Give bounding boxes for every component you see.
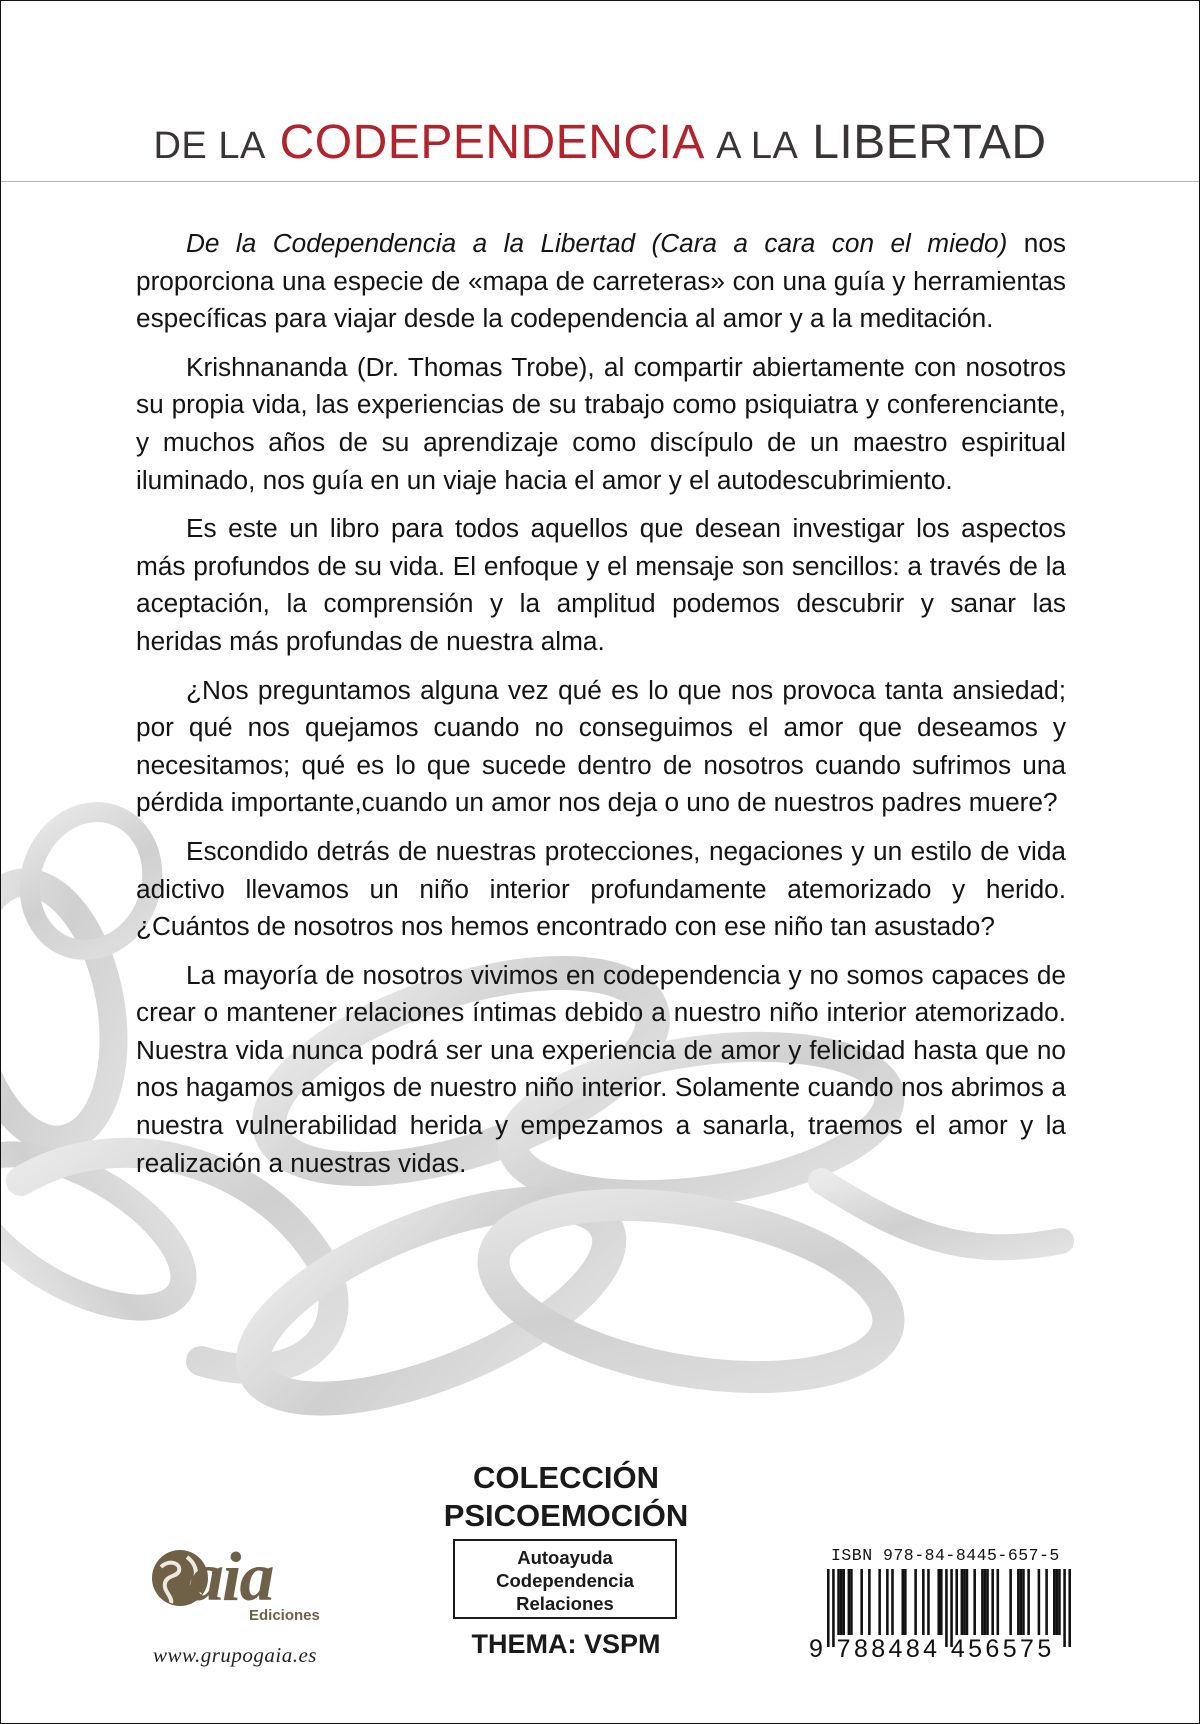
blurb-paragraph-3: Es este un libro para todos aquellos que desean investigar los aspectos más profundos de su vida. El enfoque y el mensaje son sencillos: a través de la aceptación, la comprensión y la amplitud podemos descubrir y sanar las heridas más profundas de nuestra alma. [136,513,1066,656]
blurb-paragraph-5: Escondido detrás de nuestras protecciones, negaciones y un estilo de vida adictivo llevamos un niño interior profundamente atemorizado y herido. ¿Cuántos de nosotros nos hemos encontrado con ese niño tan asustado? [136,835,1066,942]
header-divider [1,181,1199,182]
barcode-bar [981,1569,984,1635]
barcode-bar [1022,1569,1025,1635]
blurb-text [136,225,1066,1193]
title-part-libertad: LIBERTAD [812,116,1047,169]
barcode-bar [914,1569,917,1635]
collection-line-1: COLECCIÓN [473,1460,659,1495]
barcode-bar [940,1569,943,1635]
blurb-paragraph-2: Krishnananda (Dr. Thomas Trobe), al compartir abiertamente con nosotros su propia vida, las experiencias de su trabajo como psiquiatra y conferenciante, y muchos años de su aprendizaje como discípulo de un maestro espiritual iluminado, nos guía en un viaje hacia el amor y el autodescubrimiento. [136,351,1066,495]
subject-item: Relaciones [516,1593,614,1614]
publisher-logo-subtitle: Ediciones [249,1607,320,1624]
blurb-paragraph-6: La mayoría de nosotros vivimos en codependencia y no somos capaces de crear o mantener relaciones íntimas debido a nuestro niño interior atemorizado. Nuestra vida nunca podrá ser una experiencia de amor y felicidad hasta que no nos hagamos amigos de nuestro niño interior. Solamente cuando nos abrimos a nuestra vulnerabilidad herida y empezamos a sanarla, traemos el amor y la realización a nuestras vidas. [136,959,1066,1178]
barcode-bar [986,1569,989,1635]
barcode-bar [1027,1569,1030,1635]
barcode-bar [961,1569,964,1635]
barcode-bar [1053,1569,1056,1635]
barcode-bar [878,1569,881,1635]
barcode-bar [848,1569,851,1635]
cover-title [1,116,1199,169]
barcode-bar [966,1569,969,1635]
blurb-book-title: De la Codependencia a la Libertad (Cara a cara con el miedo) [186,228,1008,258]
barcode-bar [1038,1569,1041,1635]
barcode-bar [955,1569,958,1635]
barcode-bar [1017,1569,1020,1635]
barcode-bar [837,1569,840,1635]
title-part-a-la: A LA [716,125,799,167]
barcode-bar [1009,1569,1012,1635]
title-part-codependencia: CODEPENDENCIA [279,116,703,169]
blurb-paragraph-1 [136,225,1066,338]
barcode-bar [891,1569,894,1635]
title-part-de-la: DE LA [153,125,266,167]
barcode-bar [1045,1569,1048,1635]
barcode-bar [1056,1569,1059,1635]
collection-name [401,1459,731,1535]
barcode-bar [860,1569,863,1635]
barcode-bar [991,1569,994,1635]
barcode-bar [1020,1569,1023,1635]
barcode-bar [1058,1569,1061,1635]
blurb-paragraph-4: ¿Nos preguntamos alguna vez qué es lo que nos provoca tanta ansiedad; por qué nos quejamos cuando no conseguimos el amor que deseamos y necesitamos; qué es lo que sucede dentro de nosotros cuando sufrimos una pérdida importante,cuando un amor nos deja o uno de nuestros padres muere? [136,674,1066,818]
barcode-bar [840,1569,843,1635]
collection-line-2: PSICOEMOCIÓN [443,1498,689,1533]
barcode-bar [886,1569,889,1635]
thema-code: THEMA: VSPM [471,1629,661,1659]
isbn-label: ISBN 978-84-8445-657-5 [831,1546,1060,1565]
barcode-digits: 9 788484 456575 [809,1635,1055,1663]
publisher-website: www.grupogaia.es [153,1643,317,1667]
barcode-bar [842,1569,845,1635]
barcode-bar [927,1569,930,1635]
blurb-paragraph-1-text: nos proporciona una especie de «mapa de carreteras» con una guía y herramientas específicas para viajar desde la codependencia al amor y a la meditación. [136,228,1066,334]
barcode-bar [937,1569,940,1635]
barcode-bar [922,1569,925,1635]
barcode-bar [901,1569,904,1635]
barcode-bar [984,1569,987,1635]
subject-item: Codependencia [496,1570,634,1591]
subject-item: Autoayuda [517,1547,613,1568]
barcode-bar [904,1569,907,1635]
publisher-logo-wordmark: aia [189,1539,273,1616]
publisher-logo [149,1539,359,1629]
barcode-bar [997,1569,1000,1635]
subject-box [453,1539,677,1619]
barcode-bar [973,1569,976,1635]
barcode-bar [868,1569,871,1635]
barcode-bar [963,1569,966,1635]
barcode-bar [850,1569,853,1635]
